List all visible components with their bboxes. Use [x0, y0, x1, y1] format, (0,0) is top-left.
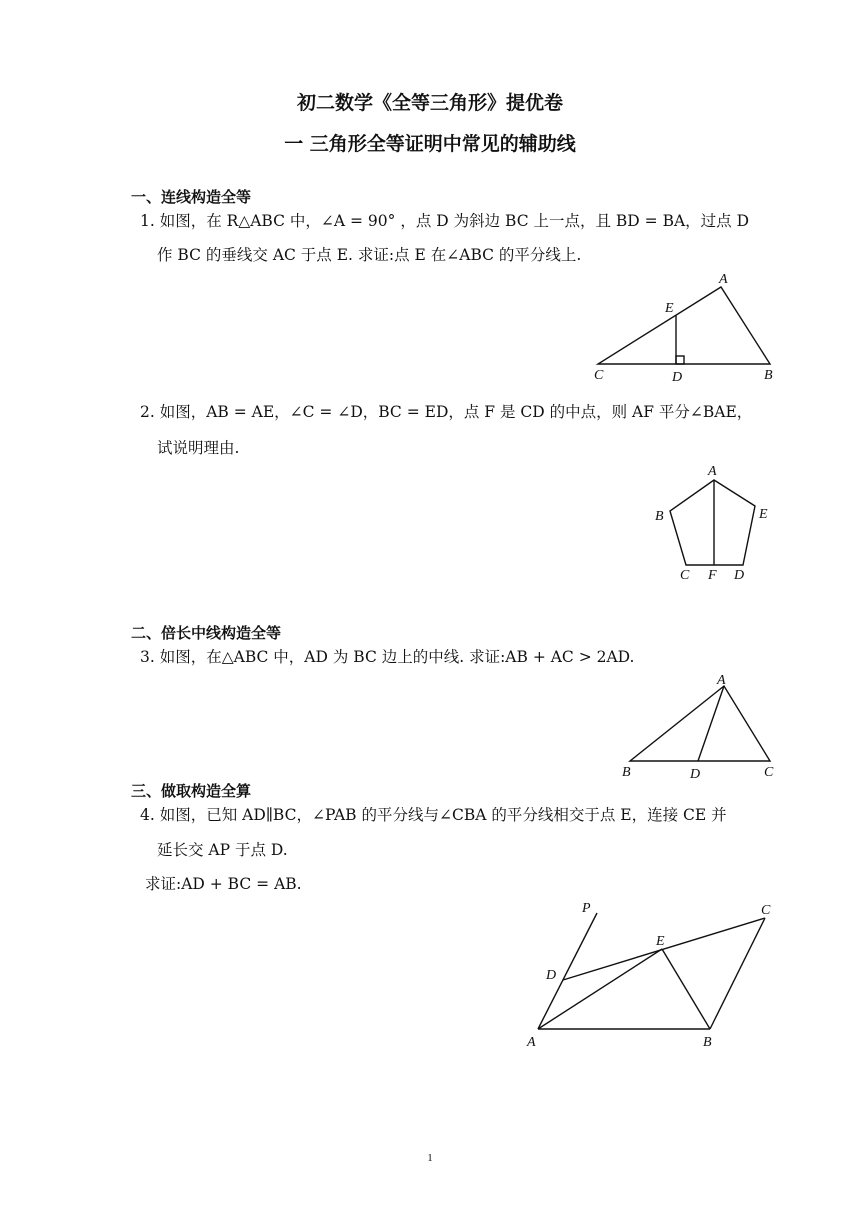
problem-1-line-2: 作 BC 的垂线交 AC 于点 E. 求证:点 E 在∠ABC 的平分线上. — [157, 246, 582, 264]
problem-4-line-1: 4. 如图，已知 AD∥BC，∠PAB 的平分线与∠CBA 的平分线相交于点 E，连接 CE 并 — [140, 806, 727, 824]
triangle-abc-1 — [598, 287, 770, 364]
label-C: C — [680, 568, 690, 583]
right-angle-mark — [676, 356, 684, 364]
label-D: D — [672, 370, 683, 385]
pentagon — [670, 480, 755, 565]
problem-1-line-1: 1. 如图，在 R△ABC 中，∠A = 90° ，点 D 为斜边 BC 上一点，且 BD = BA，过点 D — [140, 212, 750, 230]
label-A: A — [708, 464, 717, 479]
label-D: D — [546, 968, 557, 983]
label-A: A — [719, 272, 728, 287]
figure-1 — [592, 272, 792, 385]
label-B: B — [655, 509, 664, 524]
section-heading-3: 三、做取构造全算 — [131, 782, 252, 800]
figure-3 — [620, 672, 780, 782]
problem-2-line-2: 试说明理由. — [157, 439, 240, 457]
segment-ae — [538, 949, 662, 1029]
label-D: D — [734, 568, 745, 583]
label-P: P — [582, 901, 591, 916]
label-F: F — [708, 568, 717, 583]
triangle-abc-3 — [630, 686, 770, 761]
label-E: E — [665, 301, 674, 316]
problem-4-line-3: 求证:AD + BC = AB. — [145, 875, 302, 893]
label-D: D — [690, 767, 701, 782]
label-C: C — [594, 368, 604, 383]
label-E: E — [656, 934, 665, 949]
segment-be — [662, 949, 710, 1029]
figure-4 — [525, 898, 785, 1058]
page-number: 1 — [427, 1152, 433, 1164]
label-E: E — [759, 507, 768, 522]
label-B: B — [703, 1035, 712, 1050]
segment-dc — [563, 918, 765, 980]
segment-bc — [710, 918, 765, 1029]
label-B: B — [622, 765, 631, 780]
problem-2-line-1: 2. 如图，AB = AE，∠C = ∠D，BC = ED，点 F 是 CD 的中点，则 AF 平分∠BAE， — [140, 403, 753, 421]
section-heading-2: 二、倍长中线构造全等 — [131, 624, 282, 642]
label-A: A — [527, 1035, 536, 1050]
problem-4-line-2: 延长交 AP 于点 D. — [157, 841, 288, 859]
label-A: A — [717, 673, 726, 688]
page-subtitle: 一 三角形全等证明中常见的辅助线 — [284, 133, 576, 155]
figure-2 — [650, 462, 780, 587]
label-B: B — [764, 368, 773, 383]
label-C: C — [761, 903, 771, 918]
problem-3-line-1: 3. 如图，在△ABC 中，AD 为 BC 边上的中线. 求证:AB + AC > 2AD. — [140, 648, 635, 666]
section-heading-1: 一、连线构造全等 — [131, 188, 252, 206]
page-title: 初二数学《全等三角形》提优卷 — [296, 92, 563, 114]
label-C: C — [764, 765, 774, 780]
